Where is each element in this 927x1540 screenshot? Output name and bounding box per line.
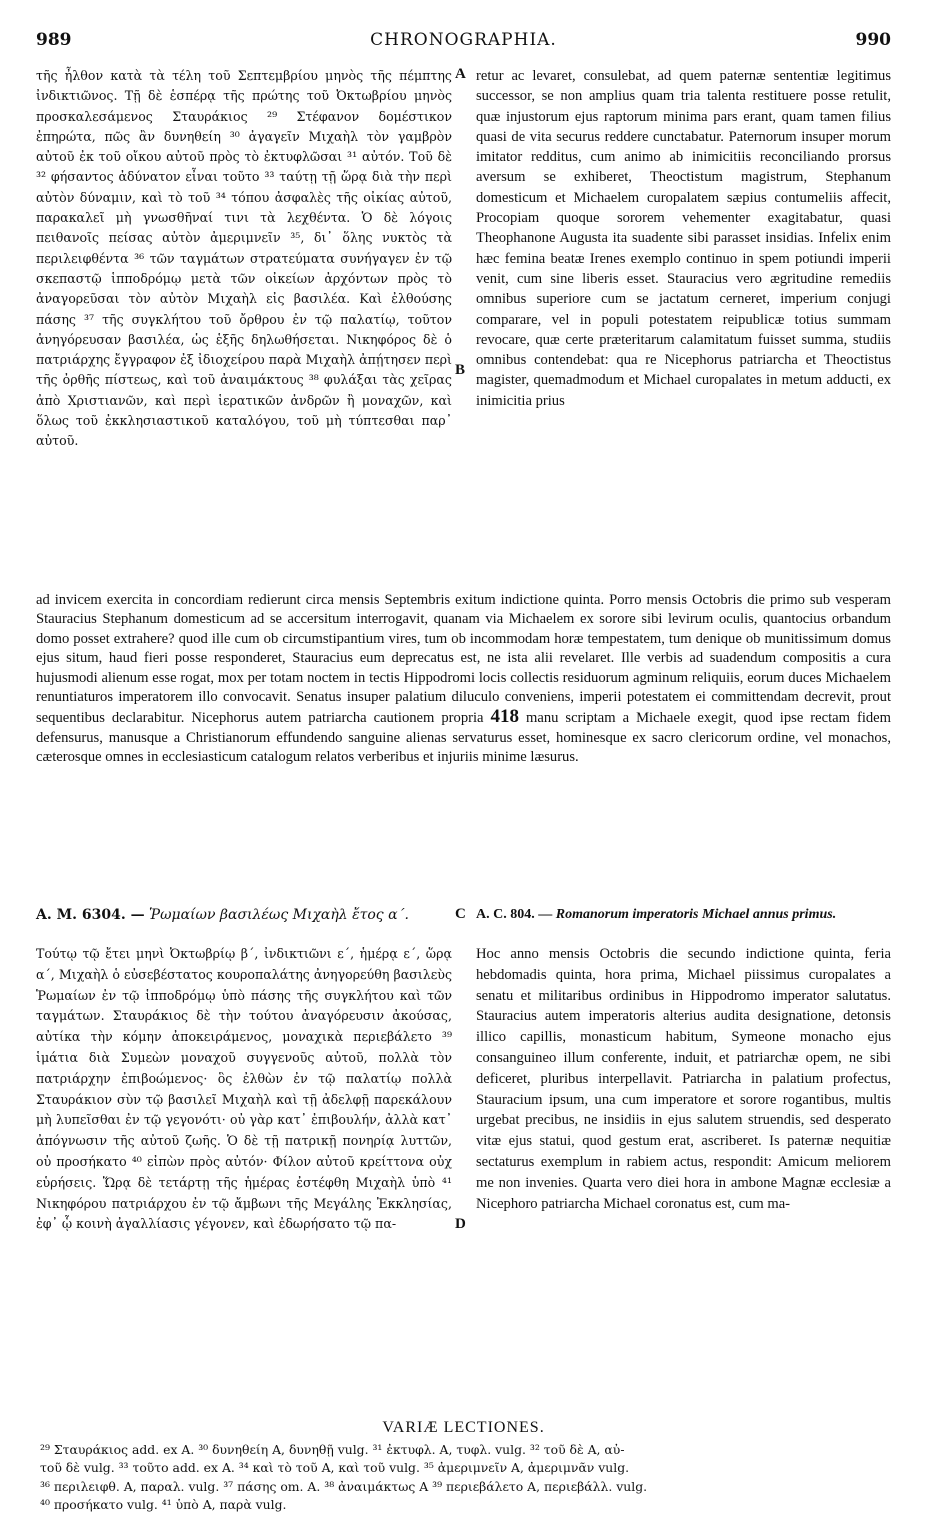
- marginal-number: 418: [490, 706, 519, 728]
- greek-column-top: [36, 66, 452, 452]
- latin-column-bottom: [476, 944, 891, 1214]
- year-heading-greek: [36, 906, 456, 924]
- year-title-latin: Romanorum imperatoris Michael annus primus.: [555, 907, 837, 922]
- variae-line: ⁴⁰ προσήκατο vulg. ⁴¹ ὑπὸ A, παρὰ vulg.: [40, 1497, 287, 1513]
- year-label-latin: A. C. 804. —: [476, 907, 553, 922]
- variae-lectiones-title: VARIÆ LECTIONES.: [382, 1419, 545, 1436]
- margin-marker-c: C: [455, 906, 466, 922]
- latin-text-part2: manu scriptam a Michaele exegit, quod ipse rectam fidem defensurus, manusque a Christianorum effundendo sanguine alienas servaturus esset, hominesque ex sacro clericorum ordine, vel monachos, cæterosque omnes in ecclesiasticum catalogum relatos verberibus et injuriis minime læsurus.: [36, 710, 892, 766]
- latin-fullwidth: [36, 591, 891, 768]
- year-label-greek: A. M. 6304. —: [36, 907, 145, 923]
- year-title-greek: Ῥωμαίων βασιλέως Μιχαὴλ ἔτος α΄.: [149, 907, 409, 923]
- variae-lectiones: [40, 1441, 892, 1515]
- variae-line: ²⁹ Σταυράκιος add. ex A. ³⁰ δυνηθείη A, δυνηθῇ vulg. ³¹ ἐκτυφλ. A, τυφλ. vulg. ³² τοῦ δὲ A, αὐ-: [40, 1442, 625, 1457]
- latin-text-top: retur ac levaret, consulebat, ad quem paternæ sententiæ legitimus successor, se non amplius quam tria talenta restituere posse retulit, quæ injustorum ejus raptorum minima pars erant, quam tamen filius quasi de vita securus reddere cunctabatur. Paternorum insuper morum imitator redditus, cum animo ab inimicitiis reconciliando prorsus aversum se exhiberet, Theoctistum magistrum, Stephanum domesticum et Michaelem curopalatem sæpius contumeliis affecit, Procopiam quoque sororem vehementer exagitabatur, quasi Theophanone Augusta ita suadente sibi parasset insidias. Infelix enim hæc femina beatæ Irenes exemplo continuo in spem potiundi imperii venit, cum sine liberis esset. Stauracius vero ægritudine remediis omnibus superiore cum se jactatum cerneret, imperium conjugi comparare, vel in populi potestatem reipublicæ totius summam revocare, quæ certe præteritarum calamitatum fuisset summa, studiis omnibus contendebat: qua re Nicephorus patriarcha et Theoctistus magister, quemadmodum et Michael curopalates in metum adducti, ex inimicitia prius: [476, 68, 891, 409]
- running-title: CHRONOGRAPHIA.: [370, 30, 557, 50]
- margin-marker-a: A: [455, 66, 466, 82]
- page-header: [36, 30, 891, 56]
- latin-column-top: [476, 66, 891, 411]
- latin-text-part1: ad invicem exercita in concordiam redierunt circa mensis Septembris exitum indictione quinta. Porro mensis Octobris die primo sub vesperam Stauracius Stephanum domesticum ad se accersitum interrogavit, quanam via Michaelem ex sorore sibi levirum oculis, quantocius orbandum domo posset extrahere? quod ille cum ob circumstipantium vires, tum ob incommodam horæ tempestatem, tum denique ob munitissimum domus ejus situm, haud fieri posse responderet, Stauracius eum deprecatus est, ne ista alii revelaret. Ille verbis ad suadendum compositis a cura hujusmodi alienum esse rogat, mox per totam noctem in tectis Hippodromi locis collectis residuorum agminum reliquiis, eorum duces Michaelem renuntiaturos imperatorem illo convocavit. Senatus insuper palatium diluculo conveniens, imperii potestatem ei committendam decrevit, prout sequentibus declarabitur. Nicephorus autem patriarcha cautionem propria: [36, 592, 891, 727]
- greek-text-bottom: Τούτῳ τῷ ἔτει μηνὶ Ὀκτωβρίῳ β΄, ἰνδικτιῶνι ε΄, ἡμέρᾳ ε΄, ὥρᾳ α΄, Μιχαὴλ ὁ εὐσεβέστατος κουροπαλάτης ἀνηγορεύθη βασιλεὺς Ῥωμαίων ἐν τῷ ἱπποδρόμῳ ὑπὸ πάσης τῆς συγκλήτου καὶ τῶν ταγμάτων. Σταυράκιος δὲ τὴν τούτου ἀναγόρευσιν ἀκούσας, αὐτίκα τὴν κόμην ἀποκειράμενος, μοναχικὰ περιεβάλετο ³⁹ ἱμάτια διὰ Συμεὼν μοναχοῦ συγγενοῦς αὐτοῦ, πολλὰ τὸν πατριάρχην ἐπιβοώμενος· ὃς ἐλθὼν ἐν τῷ παλατίῳ πολλὰ Σταυράκιον σὺν τῷ βασιλεῖ Μιχαὴλ καὶ τῇ ἀδελφῇ παρεκάλουν μὴ λυπεῖσθαι ἐν τῷ γεγονότι· οὐ γὰρ κατ᾽ ἐπιβουλήν, ἀλλὰ κατ᾽ ἀπόγνωσιν τῆς αὐτοῦ ζωῆς. Ὁ δὲ τῇ πατρικῇ πονηρίᾳ λυττῶν, οὐ προσήκατο ⁴⁰ εἰπὼν πρὸς αὐτόν· Φίλον αὐτοῦ κρείττονα οὐχ εὑρήσεις. Ὥρᾳ δὲ τετάρτῃ τῆς ἡμέρας ἐστέφθη Μιχαὴλ ὑπὸ ⁴¹ Νικηφόρου πατριάρχου ἐν τῷ ἄμβωνι τῆς Μεγάλης Ἐκκλησίας, ἐφ᾽ ᾧ κοινὴ ἀγαλλίασις γέγονεν, καὶ ἐδωρήσατο τῷ πα-: [36, 946, 452, 1232]
- latin-text-bottom: Hoc anno mensis Octobris die secundo indictione quinta, feria hebdomadis quinta, hora prima, Michael piissimus curopalates a senatu et militaribus ordinibus in Hippodromo imperator salutatus. Stauracius autem imperatoris alterius audita designatione, detonsis illico capillis, monasticum habitum, Symeone monacho ejus consanguineo illum conferente, induit, et patriarchæ opem, ne sibi deficeret, pluribus interpellavit. Patriarcha in palatium profectus, Stauracium ipsum, una cum imperatore et sorore rogantibus, multis urgebat precibus, ne insidiis in ejus salutem struendis, sed desperato vitæ ejus statui, quod gestum erat, ascriberet. Is paternæ nequitiæ sectaturus exemplum in rabiem actus, respondit: Amicum meliorem me non invenies. Quarta vero diei hora in ambone Magnæ ecclesiæ a Nicephoro patriarcha Michael coronatus est, cum ma-: [476, 946, 891, 1212]
- margin-marker-d: D: [455, 1216, 466, 1232]
- greek-column-bottom: [36, 944, 452, 1235]
- year-heading-latin: [476, 906, 891, 924]
- page-number-left: 989: [36, 30, 72, 50]
- variae-line: τοῦ δὲ vulg. ³³ τοῦτο add. ex A. ³⁴ καὶ τὸ τοῦ A, καὶ τοῦ vulg. ³⁵ ἀμεριμνεῖν A, ἀμεριμνᾶν vulg.: [40, 1460, 630, 1476]
- margin-marker-b: B: [455, 362, 466, 378]
- page-number-right: 990: [855, 30, 891, 50]
- greek-text-top: τῆς ἦλθον κατὰ τὰ τέλη τοῦ Σεπτεμβρίου μηνὸς τῆς πέμπτης ἰνδικτιῶνος. Τῇ δὲ ἑσπέρᾳ τῆς πρώτης τοῦ Ὀκτωβρίου μηνὸς προσκαλεσάμενος Σταυράκιος ²⁹ Στέφανον δομέστικον ἐπηρώτα, πῶς ἂν δυνηθείη ³⁰ ἀγαγεῖν Μιχαὴλ τὸν γαμβρὸν αὐτοῦ ἐκ τοῦ οἴκου αὐτοῦ πρὸς τὸ ἐκτυφλῶσαι ³¹ αὐτόν. Τοῦ δὲ ³² φήσαντος ἀδύνατον εἶναι τοῦτο ³³ ταύτῃ τῇ ὥρᾳ διὰ τὴν περὶ αὐτὸν δύναμιν, καὶ τὸ τοῦ ³⁴ τόπου ἀσφαλὲς τῆς οἰκίας αὐτοῦ, παρακαλεῖ μὴ γνωσθῆναί τινι τὰ λεχθέντα. Ὁ δὲ λόγοις πειθανοῖς πείσας αὐτὸν ἀμεριμνεῖν ³⁵, δι᾽ ὅλης νυκτὸς τὰ περιλειφθέντα ³⁶ τῶν ταγμάτων στρατεύματα συνήγαγεν ἐν τῷ σκεπαστῷ ἱπποδρόμῳ μετὰ τῶν οἰκείων ἀρχόντων πρὸς τὸ ἀναγορεῦσαι τὸν αὐτὸν Μιχαὴλ εἰς βασιλέα. Καὶ ἐλθούσης πάσης ³⁷ τῆς συγκλήτου τοῦ ὄρθρου ἐν τῷ παλατίῳ, τοῦτον ἀνηγόρευσαν βασιλέα, ὡς ἑξῆς δηλωθήσεται. Νικηφόρος δὲ ὁ πατριάρχης ἔγγραφον ἐξ ἰδιοχείρου παρὰ Μιχαὴλ ἀπῄτησεν περὶ τῆς ὀρθῆς πίστεως, καὶ τοῦ ἀναιμάκτους ³⁸ φυλάξαι τὰς χεῖρας ἀπὸ Χριστιανῶν, καὶ περὶ ἱερατικῶν ἀνδρῶν ἢ μοναχῶν, καὶ ὅλως τοῦ ἐκκλησιαστικοῦ καταλόγου, τοῦ μὴ τύπτεσθαι παρ᾽ αὐτοῦ.: [36, 68, 452, 449]
- latin-paragraph: [36, 591, 891, 768]
- variae-line: ³⁶ περιλειφθ. A, παραλ. vulg. ³⁷ πάσης om. A. ³⁸ ἀναιμάκτως A ³⁹ περιεβάλετο A, περιεβάλλ. vulg.: [40, 1478, 648, 1494]
